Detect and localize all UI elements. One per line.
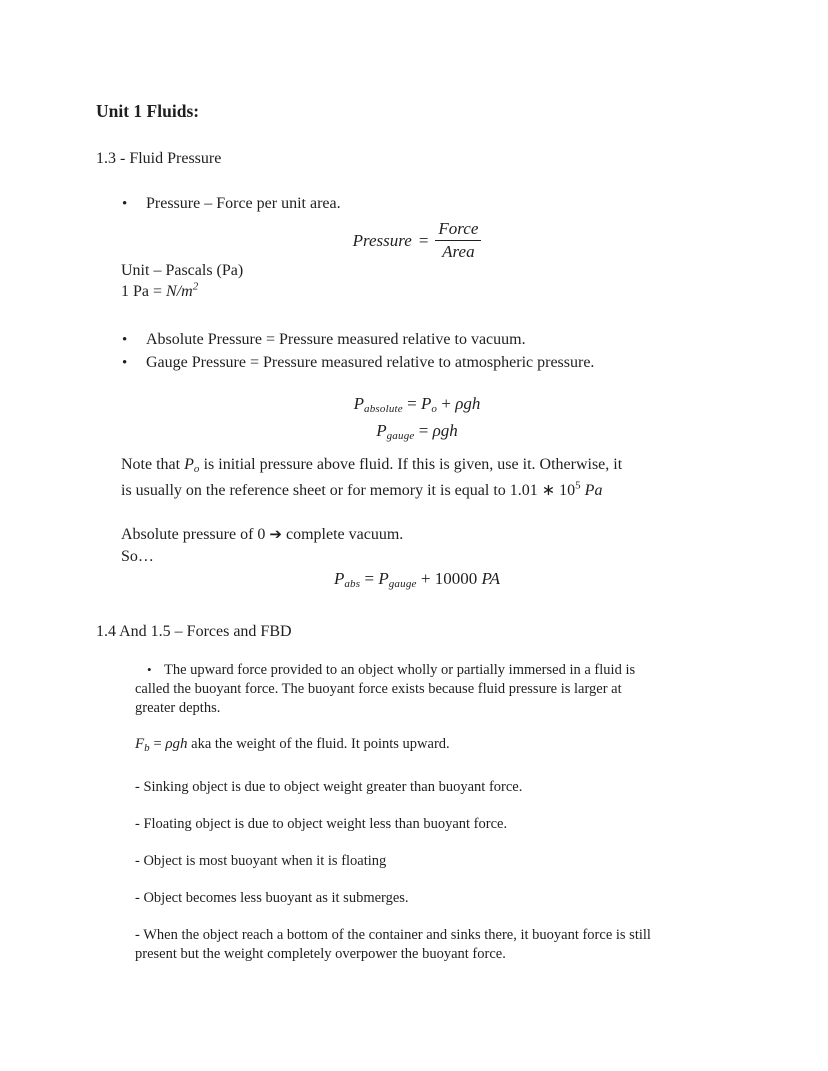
paragraph-text: The upward force provided to an object wholly or partially immersed in a fluid is [164, 662, 636, 678]
math-symbol: P [378, 569, 389, 588]
buoyant-force-formula-line [135, 735, 828, 758]
equals-sign: = [414, 421, 433, 440]
bullet-item-gauge-pressure [122, 352, 828, 374]
math-symbol: P [333, 569, 345, 588]
vacuum-text: complete vacuum. [282, 526, 404, 543]
equals-sign: = [418, 230, 429, 250]
note-line-2 [121, 480, 828, 502]
math-number: 10000 [434, 569, 482, 588]
pa-definition-math: N/m [166, 283, 193, 300]
fraction [435, 219, 481, 262]
dash-item-sinking: - Sinking object is due to object weight greater than buoyant force. [135, 779, 523, 795]
unit-pascals-line: Unit – Pascals (Pa) [121, 262, 244, 279]
bullet-icon: • [122, 332, 128, 348]
dash-item-line-1: - When the object reach a bottom of the container and sinks there, it buoyant force is still [135, 927, 651, 943]
plus-sign: + [416, 569, 435, 588]
math-subscript: o [193, 463, 200, 475]
note-line-1 [121, 454, 828, 480]
math-subscript: gauge [388, 578, 417, 590]
equals-sign: = [149, 736, 166, 752]
section-heading-1-4-1-5: 1.4 And 1.5 – Forces and FBD [96, 623, 292, 640]
math-symbol: ρgh [432, 421, 458, 440]
dash-item-line-2: present but the weight completely overpower the buoyant force. [135, 946, 506, 962]
math-symbol: ρgh [455, 394, 481, 413]
dash-item-floating: - Floating object is due to object weight less than buoyant force. [135, 816, 508, 832]
equals-sign: = [402, 394, 421, 413]
math-symbol: P [353, 394, 365, 413]
equation-lhs: Pressure [352, 230, 412, 250]
pa-definition-exponent: 2 [192, 280, 199, 293]
math-symbol: ρgh [165, 736, 188, 752]
math-subscript: gauge [386, 430, 415, 442]
bullet-text: Pressure – Force per unit area. [146, 195, 341, 212]
note-text: Note that [121, 456, 185, 473]
section-heading-1-3: 1.3 - Fluid Pressure [96, 150, 222, 167]
pa-definition-line [121, 281, 828, 302]
bullet-text: Absolute Pressure = Pressure measured relative to vacuum. [146, 331, 526, 348]
math-symbol: F [135, 736, 145, 752]
bullet-icon: • [122, 196, 128, 212]
bullet-item-absolute-pressure [122, 329, 828, 351]
equation-pabs [121, 568, 713, 595]
paragraph-line-2: called the buoyant force. The buoyant force exists because fluid pressure is larger at [135, 681, 622, 697]
math-symbol: P [376, 421, 387, 440]
math-symbol: P [421, 394, 432, 413]
note-text: is usually on the reference sheet or for memory it is equal to [121, 482, 510, 499]
math-subscript: absolute [364, 403, 403, 415]
math-subscript: abs [344, 578, 361, 590]
paragraph-line-1 [135, 660, 828, 680]
equals-sign: = [360, 569, 379, 588]
equation-block-absolute-gauge [121, 393, 713, 447]
plus-sign: + [437, 394, 456, 413]
fraction-numerator: Force [435, 219, 481, 241]
bullet-icon: • [147, 662, 152, 677]
math-exponent: 5 [575, 479, 581, 492]
dash-item-bottom-sink [135, 926, 828, 964]
pa-definition-prefix: 1 Pa = [121, 283, 167, 300]
vacuum-line [121, 523, 828, 546]
math-coefficient: 1.01 ∗ 10 [509, 482, 576, 499]
doc-title: Unit 1 Fluids: [96, 101, 200, 121]
math-subscript: o [431, 403, 438, 415]
note-text: is initial pressure above fluid. If this is given, use it. Otherwise, it [199, 456, 623, 473]
math-subscript: b [144, 742, 150, 754]
fraction-denominator: Area [442, 242, 475, 261]
note-paragraph [121, 454, 828, 502]
so-line: So… [121, 548, 154, 565]
math-symbol: P [184, 456, 194, 473]
bullet-text: Gauge Pressure = Pressure measured relative to atmospheric pressure. [146, 354, 595, 371]
equation-gauge-pressure [121, 420, 713, 447]
equation-absolute-pressure [121, 393, 713, 420]
bullet-icon: • [122, 355, 128, 371]
paragraph-line-3: greater depths. [135, 700, 221, 716]
bullet-item-pressure-definition [122, 193, 828, 215]
buoyant-force-paragraph [135, 660, 828, 718]
math-unit: PA [481, 569, 501, 588]
dash-item-most-buoyant: - Object is most buoyant when it is floating [135, 853, 387, 869]
dash-item-less-buoyant: - Object becomes less buoyant as it submerges. [135, 890, 409, 906]
math-unit: Pa [580, 482, 603, 499]
right-arrow-icon: ➔ [269, 525, 282, 543]
vacuum-text: Absolute pressure of 0 [121, 526, 270, 543]
formula-description: aka the weight of the fluid. It points upward. [187, 736, 450, 752]
equation-pressure-force-area [121, 216, 713, 265]
